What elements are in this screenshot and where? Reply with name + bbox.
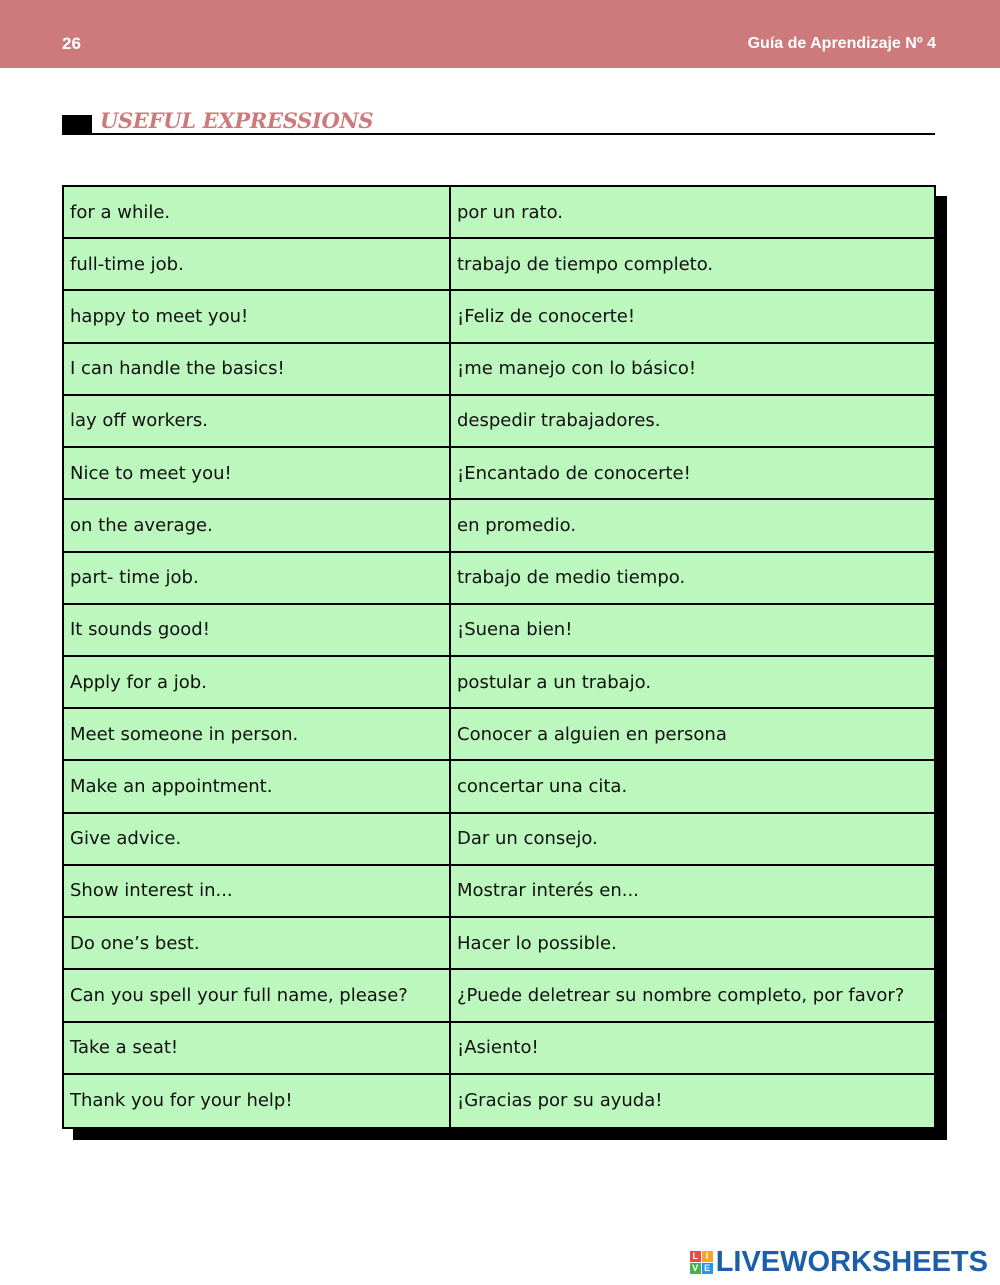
english-expression-cell: Meet someone in person. (64, 709, 451, 759)
english-expression-cell: happy to meet you! (64, 291, 451, 341)
table-row (64, 187, 934, 239)
logo-tile: L (690, 1251, 701, 1262)
spanish-translation-cell: concertar una cita. (457, 776, 628, 798)
spanish-translation-cell: ¡Gracias por su ayuda! (457, 1090, 663, 1112)
english-expression-cell: Make an appointment. (64, 761, 451, 811)
english-expression-cell: Nice to meet you! (64, 448, 451, 498)
english-expression-cell: Do one’s best. (64, 918, 451, 968)
spanish-translation-cell: Conocer a alguien en persona (457, 723, 727, 745)
spanish-translation-cell: en promedio. (457, 514, 577, 536)
spanish-translation-cell: trabajo de medio tiempo. (457, 567, 686, 589)
logo-tile: V (690, 1263, 701, 1274)
table-row (64, 970, 934, 1022)
spanish-translation-cell: postular a un trabajo. (457, 671, 652, 693)
header-band (0, 0, 1000, 68)
english-expression-cell: on the average. (64, 500, 451, 550)
table-row (64, 291, 934, 343)
table-row (64, 239, 934, 291)
spanish-translation-cell: por un rato. (457, 201, 564, 223)
spanish-translation-cell: trabajo de tiempo completo. (457, 253, 714, 275)
spanish-translation-cell: ¿Puede deletrear su nombre completo, por favor? (457, 984, 905, 1006)
spanish-translation-cell: Dar un consejo. (457, 828, 598, 850)
spanish-translation-cell: Mostrar interés en... (457, 880, 639, 902)
table-row (64, 709, 934, 761)
spanish-translation-cell: ¡Asiento! (457, 1037, 539, 1059)
english-expression-cell: part- time job. (64, 553, 451, 603)
spanish-translation-cell: ¡Encantado de conocerte! (457, 462, 691, 484)
section-title: USEFUL EXPRESSIONS (100, 108, 374, 133)
spanish-translation-cell: ¡Suena bien! (457, 619, 573, 641)
english-expression-cell: It sounds good! (64, 605, 451, 655)
english-expression-cell: Take a seat! (64, 1023, 451, 1073)
guide-title: Guía de Aprendizaje Nº 4 (747, 35, 936, 52)
spanish-translation-cell: Hacer lo possible. (457, 932, 617, 954)
logo-tile: E (702, 1263, 713, 1274)
english-expression-cell: full-time job. (64, 239, 451, 289)
spanish-translation-cell: despedir trabajadores. (457, 410, 661, 432)
spanish-translation-cell: ¡Feliz de conocerte! (457, 306, 636, 328)
logo-tiles (690, 1251, 713, 1274)
spanish-translation-cell: ¡me manejo con lo básico! (457, 358, 697, 380)
english-expression-cell: I can handle the basics! (64, 344, 451, 394)
english-expression-cell: Can you spell your full name, please? (64, 970, 451, 1020)
section-marker (62, 115, 92, 135)
table-row (64, 814, 934, 866)
table-row (64, 448, 934, 500)
section-rule (92, 133, 935, 135)
english-expression-cell: for a while. (64, 187, 451, 237)
table-row (64, 1023, 934, 1075)
table-row (64, 1075, 934, 1127)
table-row (64, 918, 934, 970)
logo-text: LIVEWORKSHEETS (715, 1246, 988, 1278)
table-row (64, 553, 934, 605)
logo-tile: I (702, 1251, 713, 1262)
liveworksheets-logo (690, 1246, 988, 1279)
english-expression-cell: Give advice. (64, 814, 451, 864)
table-row (64, 657, 934, 709)
table-row (64, 605, 934, 657)
english-expression-cell: Apply for a job. (64, 657, 451, 707)
page-number: 26 (62, 34, 81, 53)
english-expression-cell: Thank you for your help! (64, 1075, 451, 1127)
table-row (64, 500, 934, 552)
english-expression-cell: lay off workers. (64, 396, 451, 446)
table-row (64, 344, 934, 396)
table-row (64, 866, 934, 918)
english-expression-cell: Show interest in... (64, 866, 451, 916)
table-row (64, 761, 934, 813)
expressions-table (62, 185, 936, 1129)
table-row (64, 396, 934, 448)
